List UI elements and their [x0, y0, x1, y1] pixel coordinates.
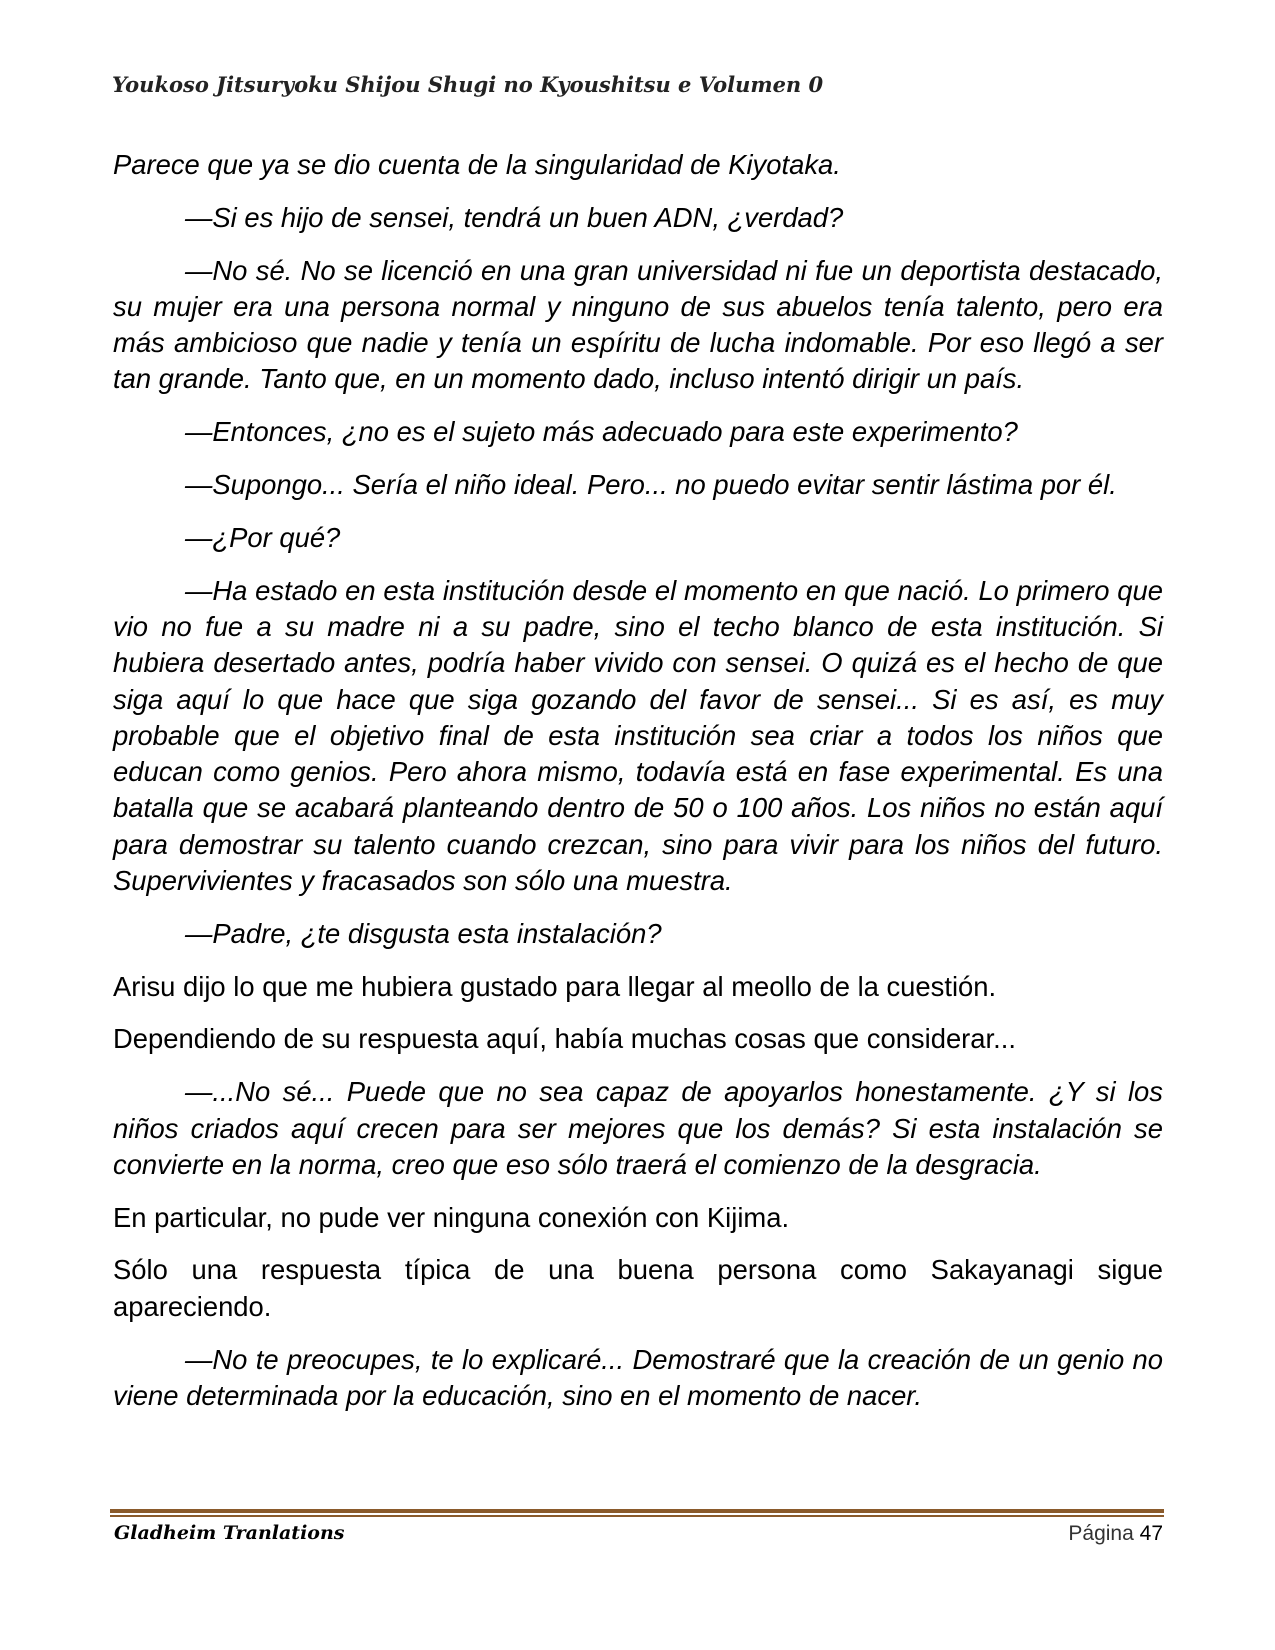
page-number [1068, 1522, 1163, 1546]
paragraph: —...No sé... Puede que no sea capaz de apoyarlos honestamente. ¿Y si los niños criados aquí crecen para ser mejores que los demás? Si esta instalación se convierte en la norma, creo que eso sólo traerá el comienzo de la desgracia. [113, 1076, 1163, 1180]
footer-divider [110, 1509, 1164, 1517]
paragraph: —¿Por qué? [185, 521, 341, 553]
footer-credit: Gladheim Tranlations [114, 1522, 345, 1544]
paragraph: Arisu dijo lo que me hubiera gustado para llegar al meollo de la cuestión. [113, 970, 997, 1002]
page-number-value: 47 [1139, 1522, 1163, 1545]
paragraph: En particular, no pude ver ninguna conexión con Kijima. [113, 1201, 790, 1233]
page-label: Página [1068, 1522, 1134, 1545]
paragraph: Sólo una respuesta típica de una buena persona como Sakayanagi sigue apareciendo. [113, 1254, 1163, 1322]
paragraph: —No te preocupes, te lo explicaré... Demostraré que la creación de un genio no viene determinada por la educación, sino en el momento de nacer. [113, 1343, 1163, 1411]
paragraph: —Ha estado en esta institución desde el momento en que nació. Lo primero que vio no fue a su madre ni a su padre, sino el techo blanco de esta institución. Si hubiera desertado antes, podría haber vivido con sensei. O quizá es el hecho de que siga aquí lo que hace que siga gozando del favor de sensei... Si es así, es muy probable que el objetivo final de esta institución sea criar a todos los niños que educan como genios. Pero ahora mismo, todavía está en fase experimental. Es una batalla que se acabará planteando dentro de 50 o 100 años. Los niños no están aquí para demostrar su talento cuando crezcan, sino para vivir para los niños del futuro. Supervivientes y fracasados son sólo una muestra. [113, 574, 1163, 897]
paragraph: —Si es hijo de sensei, tendrá un buen ADN, ¿verdad? [185, 201, 844, 233]
paragraph: Parece que ya se dio cuenta de la singularidad de Kiyotaka. [113, 149, 841, 180]
paragraph: —No sé. No se licenció en una gran universidad ni fue un deportista destacado, su mujer era una persona normal y ninguno de sus abuelos tenía talento, pero era más ambicioso que nadie y tenía un espíritu de lucha indomable. Por eso llegó a ser tan grande. Tanto que, en un momento dado, incluso intentó dirigir un país. [113, 254, 1163, 395]
paragraph: Dependiendo de su respuesta aquí, había muchas cosas que considerar... [113, 1023, 1016, 1055]
running-header: Youkoso Jitsuryoku Shijou Shugi no Kyoushitsu e Volumen 0 [112, 72, 824, 97]
paragraph: —Padre, ¿te disgusta esta instalación? [185, 917, 662, 949]
paragraph: —Supongo... Sería el niño ideal. Pero... no puedo evitar sentir lástima por él. [185, 469, 1117, 501]
paragraph: —Entonces, ¿no es el sujeto más adecuado para este experimento? [185, 416, 1018, 448]
page-body [113, 147, 1163, 1431]
